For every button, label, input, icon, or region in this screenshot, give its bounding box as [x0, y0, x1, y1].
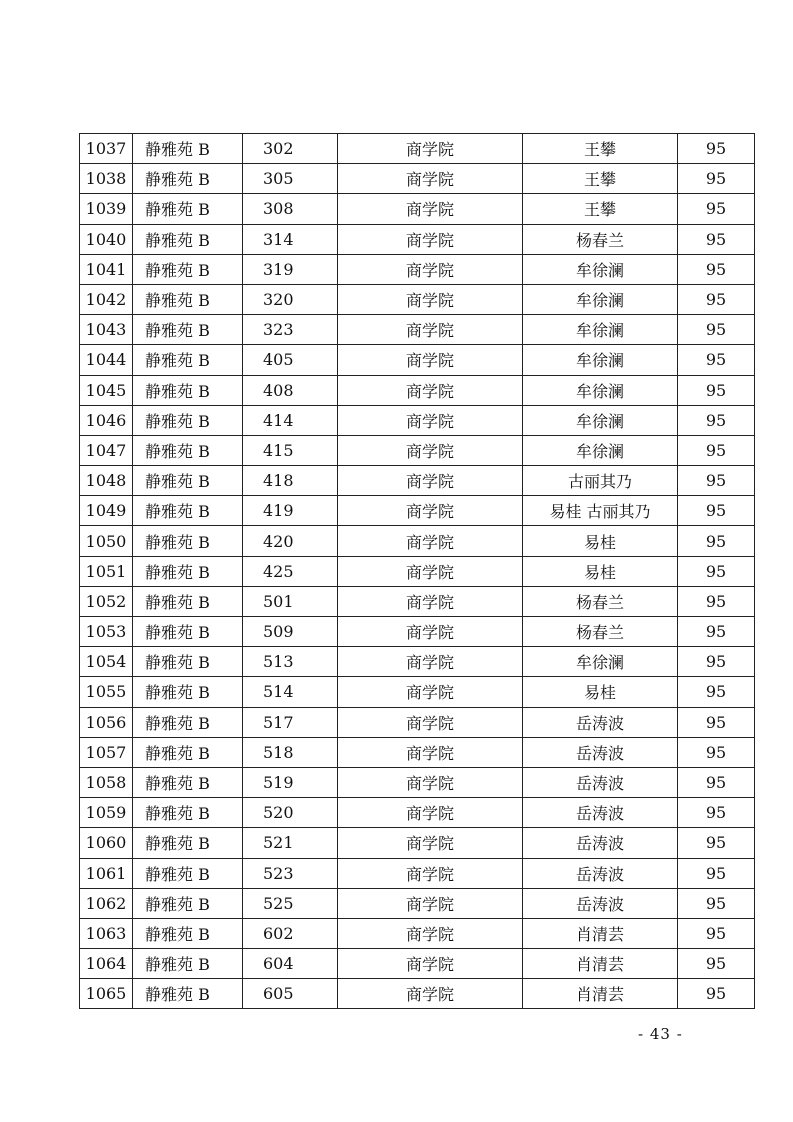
row-number-cell: 1055	[80, 677, 133, 707]
score-cell: 95	[678, 164, 755, 194]
score-cell: 95	[678, 617, 755, 647]
table-row	[80, 466, 755, 496]
page-number: - 43 -	[638, 1025, 683, 1043]
table-row	[80, 405, 755, 435]
college-cell: 商学院	[338, 798, 523, 828]
room-cell: 602	[243, 918, 338, 948]
building-cell: 静雅苑 B	[133, 466, 243, 496]
score-cell: 95	[678, 315, 755, 345]
table-row	[80, 647, 755, 677]
table-row	[80, 737, 755, 767]
building-cell: 静雅苑 B	[133, 375, 243, 405]
table-row	[80, 224, 755, 254]
name-cell: 牟徐澜	[523, 315, 678, 345]
building-cell: 静雅苑 B	[133, 617, 243, 647]
building-cell: 静雅苑 B	[133, 405, 243, 435]
row-number-cell: 1054	[80, 647, 133, 677]
score-cell: 95	[678, 858, 755, 888]
row-number-cell: 1048	[80, 466, 133, 496]
table-row	[80, 888, 755, 918]
room-cell: 518	[243, 737, 338, 767]
building-cell: 静雅苑 B	[133, 526, 243, 556]
table-row	[80, 767, 755, 797]
name-cell: 易桂	[523, 556, 678, 586]
building-cell: 静雅苑 B	[133, 164, 243, 194]
building-cell: 静雅苑 B	[133, 556, 243, 586]
building-cell: 静雅苑 B	[133, 284, 243, 314]
row-number-cell: 1058	[80, 767, 133, 797]
row-number-cell: 1061	[80, 858, 133, 888]
college-cell: 商学院	[338, 617, 523, 647]
college-cell: 商学院	[338, 164, 523, 194]
name-cell: 牟徐澜	[523, 647, 678, 677]
room-cell: 425	[243, 556, 338, 586]
name-cell: 岳涛波	[523, 707, 678, 737]
name-cell: 岳涛波	[523, 828, 678, 858]
score-cell: 95	[678, 496, 755, 526]
name-cell: 牟徐澜	[523, 345, 678, 375]
table-row	[80, 526, 755, 556]
row-number-cell: 1041	[80, 254, 133, 284]
row-number-cell: 1037	[80, 134, 133, 164]
score-cell: 95	[678, 707, 755, 737]
table-body	[80, 134, 755, 1009]
building-cell: 静雅苑 B	[133, 737, 243, 767]
room-cell: 501	[243, 586, 338, 616]
room-cell: 305	[243, 164, 338, 194]
room-cell: 604	[243, 949, 338, 979]
name-cell: 牟徐澜	[523, 254, 678, 284]
room-cell: 323	[243, 315, 338, 345]
table-row	[80, 435, 755, 465]
room-cell: 419	[243, 496, 338, 526]
score-cell: 95	[678, 828, 755, 858]
name-cell: 岳涛波	[523, 858, 678, 888]
table-row	[80, 315, 755, 345]
building-cell: 静雅苑 B	[133, 345, 243, 375]
name-cell: 王攀	[523, 164, 678, 194]
score-cell: 95	[678, 526, 755, 556]
room-cell: 319	[243, 254, 338, 284]
building-cell: 静雅苑 B	[133, 224, 243, 254]
room-cell: 521	[243, 828, 338, 858]
table-row	[80, 496, 755, 526]
score-cell: 95	[678, 194, 755, 224]
score-cell: 95	[678, 254, 755, 284]
score-cell: 95	[678, 767, 755, 797]
score-cell: 95	[678, 375, 755, 405]
table-row	[80, 798, 755, 828]
score-cell: 95	[678, 284, 755, 314]
name-cell: 牟徐澜	[523, 435, 678, 465]
score-cell: 95	[678, 888, 755, 918]
college-cell: 商学院	[338, 979, 523, 1009]
row-number-cell: 1050	[80, 526, 133, 556]
college-cell: 商学院	[338, 194, 523, 224]
score-cell: 95	[678, 405, 755, 435]
row-number-cell: 1046	[80, 405, 133, 435]
table-row	[80, 949, 755, 979]
room-cell: 517	[243, 707, 338, 737]
row-number-cell: 1044	[80, 345, 133, 375]
table-row	[80, 164, 755, 194]
name-cell: 岳涛波	[523, 798, 678, 828]
score-cell: 95	[678, 435, 755, 465]
building-cell: 静雅苑 B	[133, 315, 243, 345]
building-cell: 静雅苑 B	[133, 979, 243, 1009]
name-cell: 牟徐澜	[523, 375, 678, 405]
room-cell: 405	[243, 345, 338, 375]
name-cell: 王攀	[523, 194, 678, 224]
college-cell: 商学院	[338, 677, 523, 707]
college-cell: 商学院	[338, 496, 523, 526]
row-number-cell: 1047	[80, 435, 133, 465]
name-cell: 岳涛波	[523, 888, 678, 918]
name-cell: 杨春兰	[523, 617, 678, 647]
row-number-cell: 1062	[80, 888, 133, 918]
room-cell: 302	[243, 134, 338, 164]
name-cell: 古丽其乃	[523, 466, 678, 496]
table-row	[80, 617, 755, 647]
room-cell: 525	[243, 888, 338, 918]
name-cell: 杨春兰	[523, 224, 678, 254]
college-cell: 商学院	[338, 526, 523, 556]
college-cell: 商学院	[338, 586, 523, 616]
row-number-cell: 1045	[80, 375, 133, 405]
college-cell: 商学院	[338, 918, 523, 948]
table-row	[80, 707, 755, 737]
score-cell: 95	[678, 949, 755, 979]
college-cell: 商学院	[338, 737, 523, 767]
row-number-cell: 1064	[80, 949, 133, 979]
college-cell: 商学院	[338, 647, 523, 677]
room-cell: 513	[243, 647, 338, 677]
table-row	[80, 284, 755, 314]
college-cell: 商学院	[338, 767, 523, 797]
college-cell: 商学院	[338, 949, 523, 979]
building-cell: 静雅苑 B	[133, 888, 243, 918]
college-cell: 商学院	[338, 375, 523, 405]
score-cell: 95	[678, 737, 755, 767]
room-cell: 519	[243, 767, 338, 797]
building-cell: 静雅苑 B	[133, 858, 243, 888]
row-number-cell: 1056	[80, 707, 133, 737]
building-cell: 静雅苑 B	[133, 435, 243, 465]
table-row	[80, 254, 755, 284]
score-cell: 95	[678, 677, 755, 707]
name-cell: 易桂 古丽其乃	[523, 496, 678, 526]
room-cell: 320	[243, 284, 338, 314]
building-cell: 静雅苑 B	[133, 647, 243, 677]
building-cell: 静雅苑 B	[133, 254, 243, 284]
room-cell: 605	[243, 979, 338, 1009]
college-cell: 商学院	[338, 858, 523, 888]
row-number-cell: 1060	[80, 828, 133, 858]
table-row	[80, 134, 755, 164]
college-cell: 商学院	[338, 435, 523, 465]
score-cell: 95	[678, 224, 755, 254]
row-number-cell: 1042	[80, 284, 133, 314]
college-cell: 商学院	[338, 315, 523, 345]
room-cell: 308	[243, 194, 338, 224]
row-number-cell: 1053	[80, 617, 133, 647]
table-row	[80, 918, 755, 948]
name-cell: 肖清芸	[523, 918, 678, 948]
name-cell: 易桂	[523, 526, 678, 556]
score-cell: 95	[678, 586, 755, 616]
college-cell: 商学院	[338, 345, 523, 375]
college-cell: 商学院	[338, 888, 523, 918]
row-number-cell: 1043	[80, 315, 133, 345]
row-number-cell: 1063	[80, 918, 133, 948]
dormitory-score-table	[79, 133, 755, 1009]
score-cell: 95	[678, 466, 755, 496]
table-row	[80, 345, 755, 375]
college-cell: 商学院	[338, 556, 523, 586]
score-cell: 95	[678, 918, 755, 948]
room-cell: 520	[243, 798, 338, 828]
row-number-cell: 1038	[80, 164, 133, 194]
building-cell: 静雅苑 B	[133, 707, 243, 737]
table-row	[80, 979, 755, 1009]
college-cell: 商学院	[338, 134, 523, 164]
building-cell: 静雅苑 B	[133, 798, 243, 828]
building-cell: 静雅苑 B	[133, 949, 243, 979]
table-row	[80, 828, 755, 858]
college-cell: 商学院	[338, 224, 523, 254]
name-cell: 岳涛波	[523, 767, 678, 797]
room-cell: 314	[243, 224, 338, 254]
score-cell: 95	[678, 556, 755, 586]
name-cell: 牟徐澜	[523, 284, 678, 314]
room-cell: 408	[243, 375, 338, 405]
building-cell: 静雅苑 B	[133, 767, 243, 797]
building-cell: 静雅苑 B	[133, 496, 243, 526]
room-cell: 509	[243, 617, 338, 647]
room-cell: 420	[243, 526, 338, 556]
college-cell: 商学院	[338, 707, 523, 737]
name-cell: 岳涛波	[523, 737, 678, 767]
room-cell: 418	[243, 466, 338, 496]
table-row	[80, 677, 755, 707]
room-cell: 523	[243, 858, 338, 888]
row-number-cell: 1052	[80, 586, 133, 616]
score-cell: 95	[678, 979, 755, 1009]
table-row	[80, 194, 755, 224]
college-cell: 商学院	[338, 284, 523, 314]
row-number-cell: 1057	[80, 737, 133, 767]
row-number-cell: 1065	[80, 979, 133, 1009]
row-number-cell: 1059	[80, 798, 133, 828]
name-cell: 牟徐澜	[523, 405, 678, 435]
room-cell: 514	[243, 677, 338, 707]
room-cell: 414	[243, 405, 338, 435]
score-cell: 95	[678, 647, 755, 677]
score-cell: 95	[678, 798, 755, 828]
row-number-cell: 1040	[80, 224, 133, 254]
table-row	[80, 375, 755, 405]
name-cell: 肖清芸	[523, 979, 678, 1009]
row-number-cell: 1049	[80, 496, 133, 526]
name-cell: 王攀	[523, 134, 678, 164]
row-number-cell: 1051	[80, 556, 133, 586]
score-cell: 95	[678, 345, 755, 375]
college-cell: 商学院	[338, 254, 523, 284]
table-row	[80, 586, 755, 616]
row-number-cell: 1039	[80, 194, 133, 224]
building-cell: 静雅苑 B	[133, 586, 243, 616]
name-cell: 易桂	[523, 677, 678, 707]
name-cell: 杨春兰	[523, 586, 678, 616]
name-cell: 肖清芸	[523, 949, 678, 979]
building-cell: 静雅苑 B	[133, 134, 243, 164]
table-row	[80, 556, 755, 586]
college-cell: 商学院	[338, 828, 523, 858]
building-cell: 静雅苑 B	[133, 828, 243, 858]
college-cell: 商学院	[338, 466, 523, 496]
building-cell: 静雅苑 B	[133, 677, 243, 707]
building-cell: 静雅苑 B	[133, 194, 243, 224]
table-row	[80, 858, 755, 888]
score-cell: 95	[678, 134, 755, 164]
college-cell: 商学院	[338, 405, 523, 435]
room-cell: 415	[243, 435, 338, 465]
building-cell: 静雅苑 B	[133, 918, 243, 948]
